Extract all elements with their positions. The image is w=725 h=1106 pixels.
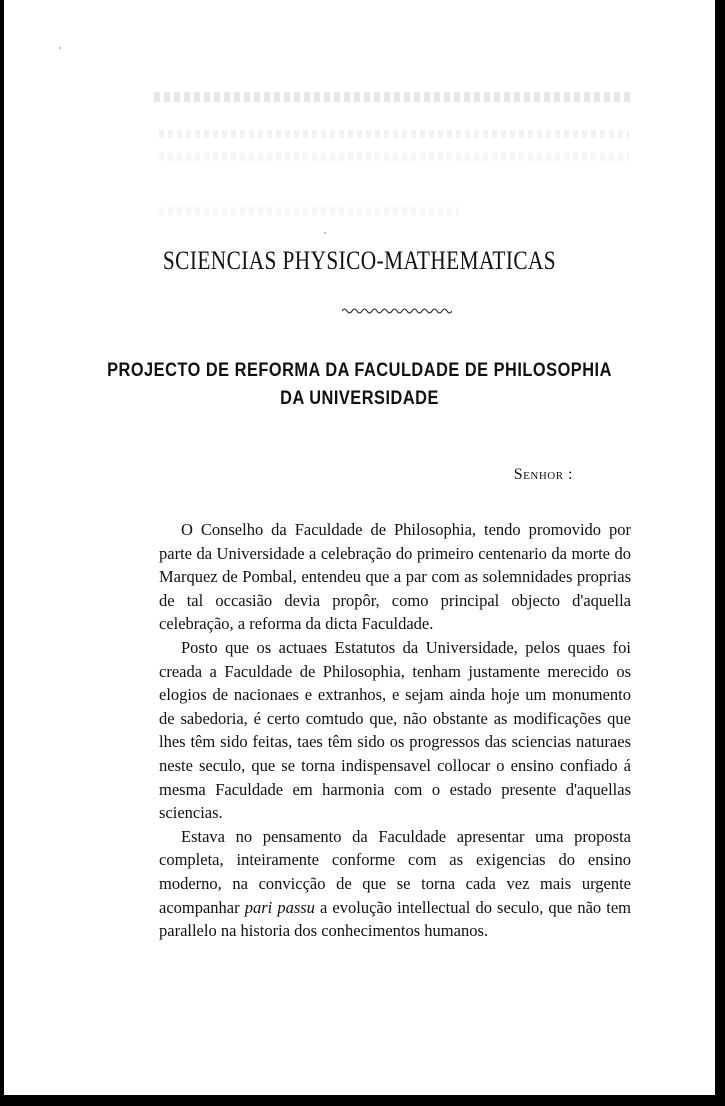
paper-speck <box>59 47 61 49</box>
show-through-line <box>154 92 634 102</box>
paragraph-2: Posto que os actuaes Estatutos da Universidade, pelos quaes foi creada a Faculdade de Philosophia, tenham justamente merecido os elogios de nacionaes e extranhos, e sejam ainda hoje um monumento de sabedoria, é certo comtudo que, não obstante as modificações que lhes têm sido feitas, taes têm sido os progressos das sciencias naturaes neste seculo, que se torna indispensavel collocar o ensino confiado á mesma Faculdade em harmonia com o estado presente d'aquellas sciencias. <box>159 637 631 823</box>
paragraph-1: O Conselho da Faculdade de Philosophia, tendo promovido por parte da Universidade a celebração do primeiro centenario da morte do Marquez de Pombal, entendeu que a par com as solemnidades proprias de tal occasião devia propôr, como principal objecto d'aquella celebração, a reforma da dicta Faculdade. <box>159 520 631 634</box>
document-page <box>4 0 718 1098</box>
paragraph-3-italic: pari passu <box>244 897 315 917</box>
paragraph-3-start: Estava no pensamento da Faculdade apresentar uma proposta completa, inteiramente conforme com as exigencias do ensino moderno, na convicção de que se torna cada vez mais urgente acompanhar <box>159 826 631 917</box>
document-title <box>54 357 665 413</box>
salutation: Senhor : <box>513 466 573 483</box>
show-through-line <box>159 130 629 138</box>
document-title-line-2: DA UNIVERSIDADE <box>280 388 439 409</box>
show-through-line <box>159 207 459 215</box>
body-text <box>159 518 631 943</box>
section-title: SCIENCIAS PHYSICO-MATHEMATICAS <box>162 246 557 275</box>
paper-speck <box>324 232 326 234</box>
wavy-rule <box>342 307 452 315</box>
show-through-line <box>159 153 629 161</box>
paragraph-3 <box>159 825 631 943</box>
paragraph-3-end: a evolução intellectual do seculo, que não tem parallelo na historia dos conhecimentos humanos. <box>159 897 632 941</box>
document-title-line-1: PROJECTO DE REFORMA DA FACULDADE DE PHILOSOPHIA <box>107 360 612 381</box>
